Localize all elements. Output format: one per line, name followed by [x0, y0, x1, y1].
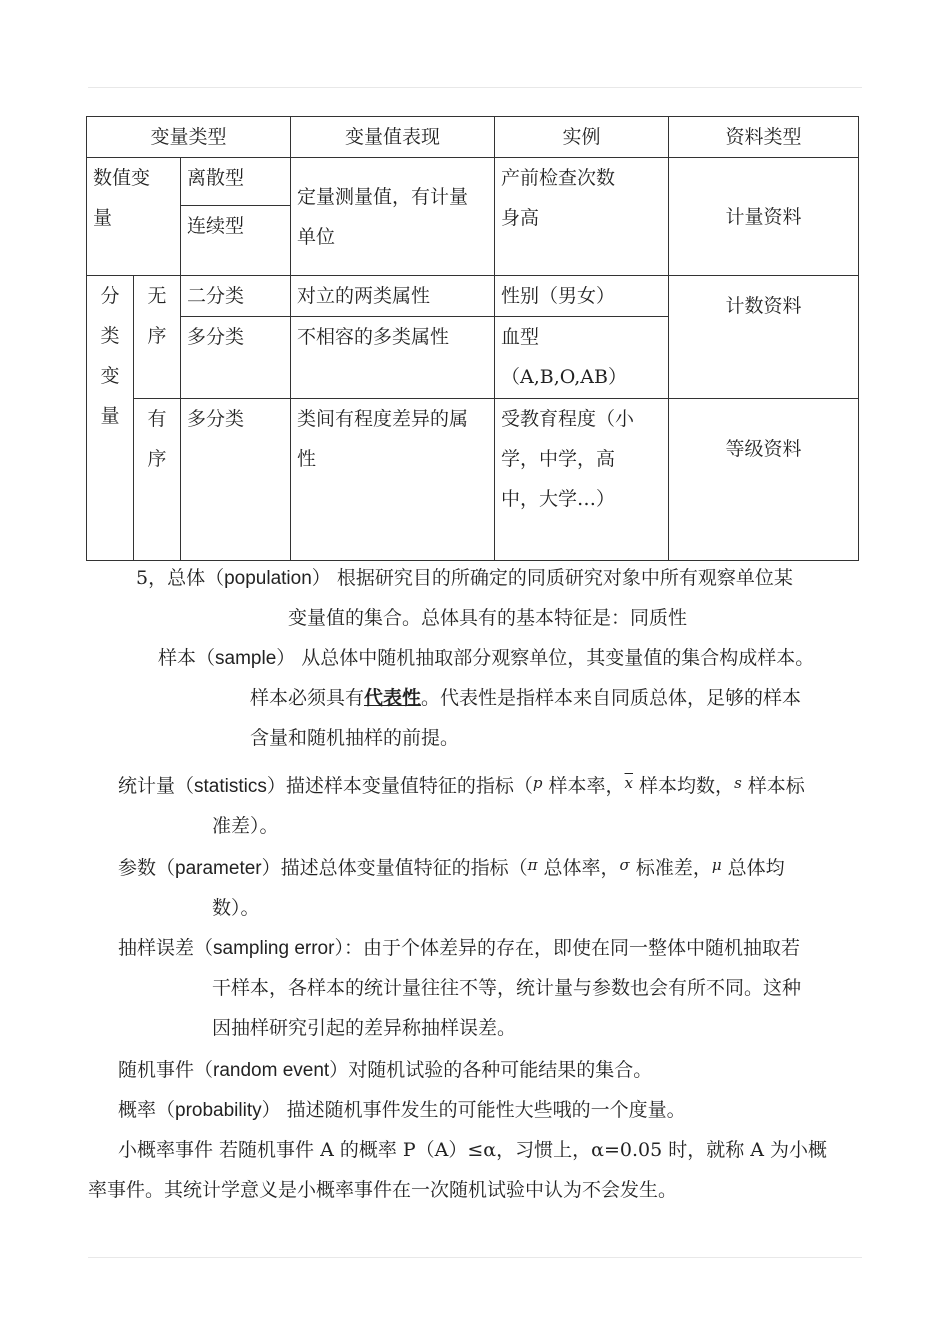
cell-binary: 二分类: [181, 276, 291, 317]
population-line2: 变量值的集合。总体具有的基本特征是：同质性: [288, 607, 688, 629]
categorical-char: 变: [100, 365, 120, 387]
cell-blood: [495, 317, 669, 399]
error-line1: 抽样误差（sampling error）：由于个体差异的存在，即使在同一整体中随机抽取若: [118, 937, 800, 959]
cell-multi2: 多分类: [181, 399, 291, 561]
cell-count-data: 计数资料: [669, 276, 859, 399]
error-line3: 因抽样研究引起的差异称抽样误差。: [212, 1017, 517, 1039]
x-bar-symbol: x: [624, 774, 634, 792]
unordered-char: 无: [147, 285, 167, 307]
cell-discrete: 离散型: [181, 158, 291, 206]
small-prob-line1: 小概率事件 若随机事件 A 的概率 P（A）≤α，习惯上，α=0.05 时，就称 A 为小概: [118, 1139, 828, 1161]
sample-line3: 含量和随机抽样的前提。: [250, 727, 460, 749]
variable-type-table: [86, 116, 859, 561]
cell-unordered: [134, 276, 181, 399]
probability-line: 概率（probability） 描述随机事件发生的可能性大些哦的一个度量。: [118, 1099, 686, 1121]
footer-rule: [88, 1257, 862, 1258]
p-symbol: p: [532, 774, 543, 792]
cell-multi-value: 不相容的多类属性: [291, 317, 495, 399]
sigma-symbol: σ: [619, 856, 630, 874]
ordered-char: 有: [147, 408, 167, 430]
population-line1: 5，总体（population） 根据研究目的所确定的同质研究对象中所有观察单位某: [136, 567, 793, 589]
quant-value-line1: 定量测量值，有计量: [297, 185, 469, 208]
cell-numeric-variable: [87, 158, 181, 276]
categorical-char: 分: [100, 285, 120, 307]
unordered-char: 序: [147, 325, 167, 347]
ordinal-value-line1: 类间有程度差异的属: [297, 408, 469, 430]
cell-gender: 性别（男女）: [495, 276, 669, 317]
cell-ordinal-data: 等级资料: [669, 399, 859, 561]
table-header-row: [87, 117, 859, 158]
pi-symbol: π: [527, 856, 538, 874]
cell-ordered: [134, 399, 181, 561]
quant-value-line2: 单位: [297, 225, 336, 248]
education-line3: 中，大学…）: [501, 488, 616, 510]
header-value-form: 变量值表现: [291, 117, 495, 158]
event-line: 随机事件（random event）对随机试验的各种可能结果的集合。: [118, 1059, 653, 1081]
table-row: [87, 276, 859, 317]
error-line2: 干样本，各样本的统计量往往不等，统计量与参数也会有所不同。这种: [212, 977, 802, 999]
categorical-char: 量: [100, 405, 120, 427]
s-symbol: s: [734, 774, 742, 792]
ordered-char: 序: [147, 448, 167, 470]
representativeness-term: 代表性: [364, 687, 422, 709]
cell-education: [495, 399, 669, 561]
cell-continuous: 连续型: [181, 206, 291, 276]
table-row: [87, 158, 859, 206]
education-line1: 受教育程度（小: [501, 408, 635, 430]
header-variable-type: 变量类型: [87, 117, 291, 158]
statistic-line2: 准差）。: [212, 815, 279, 837]
cell-measurement-data: 计量资料: [669, 158, 859, 276]
header-data-type: 资料类型: [669, 117, 859, 158]
cell-binary-value: 对立的两类属性: [291, 276, 495, 317]
sample-line1: 样本（sample） 从总体中随机抽取部分观察单位，其变量值的集合构成样本。: [158, 647, 815, 669]
parameter-line1: 参数（parameter）描述总体变量值特征的指标（$^\pi$ 总体率，$^\sigma$ 标准差，$^\mu$ 总体均: [118, 856, 785, 879]
cell-categorical-variable: [87, 276, 134, 561]
cell-ordinal-value: [291, 399, 495, 561]
example-prenatal: 产前检查次数: [501, 167, 616, 189]
categorical-char: 类: [100, 325, 120, 347]
table-row: [87, 399, 859, 561]
numeric-variable-line1: 数值变: [93, 167, 151, 189]
example-height: 身高: [501, 207, 540, 229]
education-line2: 学，中学，高: [501, 448, 616, 470]
header-example: 实例: [495, 117, 669, 158]
header-rule: [88, 87, 862, 88]
parameter-line2: 数）。: [212, 897, 260, 919]
small-prob-line2: 率事件。其统计学意义是小概率事件在一次随机试验中认为不会发生。: [88, 1179, 678, 1201]
mu-symbol: μ: [711, 856, 722, 874]
ordinal-value-line2: 性: [297, 448, 317, 470]
cell-quant-value: [291, 158, 495, 276]
statistic-line1: 统计量（statistics）描述样本变量值特征的指标（$^p$ 样本率，$^{\overline{x}}$ 样本均数，$^s$ 样本标: [118, 774, 805, 797]
sample-line2: 样本必须具有代表性。代表性是指样本来自同质总体，足够的样本: [250, 687, 802, 709]
blood-line2: （A,B,O,AB）: [501, 366, 627, 388]
cell-multi: 多分类: [181, 317, 291, 399]
cell-numeric-examples: [495, 158, 669, 276]
numeric-variable-line2: 量: [93, 207, 113, 229]
blood-line1: 血型: [501, 326, 540, 348]
